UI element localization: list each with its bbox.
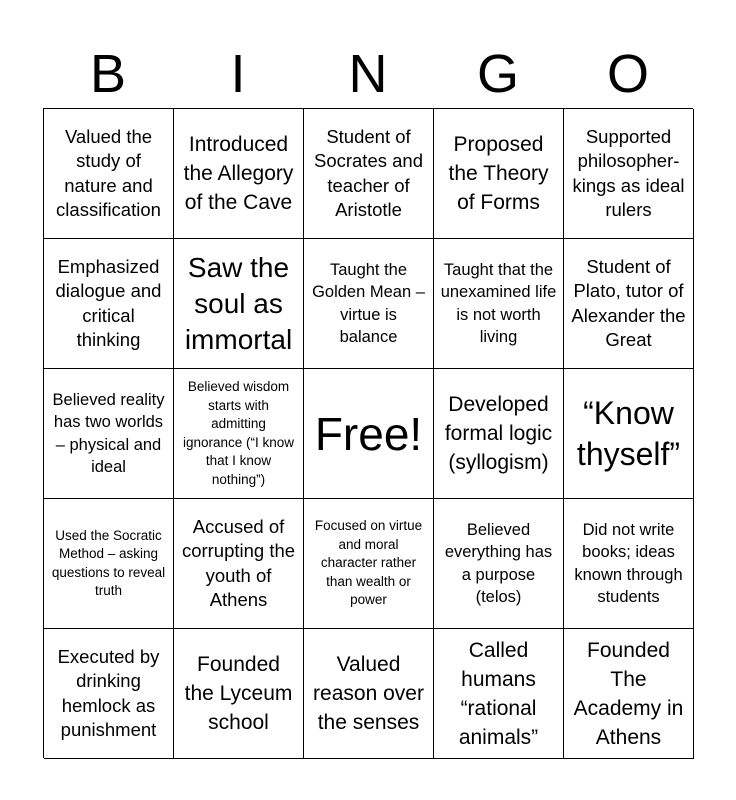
cell-text: Emphasized dialogue and critical thinking [55,255,162,350]
bingo-cell[interactable] [44,109,174,239]
bingo-cell[interactable] [434,369,564,499]
bingo-cell[interactable] [564,109,694,239]
bingo-cell[interactable] [44,239,174,369]
bingo-cell[interactable] [304,499,434,629]
cell-text: Introduced the Allegory of the Cave [183,133,294,214]
cell-text: Founded the Lyceum school [184,653,293,734]
cell-text: Taught that the unexamined life is not worth living [440,260,557,346]
bingo-card [43,108,693,758]
cell-text: “Know thyself” [576,394,681,472]
bingo-cell[interactable] [174,499,304,629]
bingo-cell[interactable] [174,369,304,499]
cell-text: Taught the Golden Mean – virtue is balance [312,260,425,346]
bingo-cell[interactable] [44,629,174,759]
header-letter-b: B [89,44,127,104]
cell-text: Called humans “rational animals” [458,638,539,749]
cell-text: Believed wisdom starts with admitting ignorance (“I know that I know nothing”) [182,379,295,487]
cell-text: Believed reality has two worlds – physical and ideal [52,390,165,476]
cell-text: Accused of corrupting the youth of Athens [181,515,296,610]
free-space[interactable] [304,369,434,499]
bingo-cell[interactable] [304,239,434,369]
bingo-cell[interactable] [174,109,304,239]
header-letter-o: O [606,44,649,104]
cell-text: Valued reason over the senses [313,653,424,734]
bingo-cell[interactable] [434,629,564,759]
bingo-cell[interactable] [44,369,174,499]
bingo-cell[interactable] [564,239,694,369]
bingo-cell[interactable] [44,499,174,629]
cell-text: Founded The Academy in Athens [573,638,684,749]
header-letter-g: G [476,44,519,104]
bingo-cell[interactable] [304,109,434,239]
cell-text: Student of Socrates and teacher of Aristotle [313,125,423,220]
bingo-cell[interactable] [434,239,564,369]
header-letter-i: I [230,44,246,104]
header-letter-n: N [348,44,388,104]
bingo-cell[interactable] [564,629,694,759]
cell-text: Executed by drinking hemlock as punishment [57,645,160,740]
cell-text: Used the Socratic Method – asking questions to reveal truth [51,527,166,598]
bingo-cell[interactable] [174,629,304,759]
cell-text: Did not write books; ideas known through students [574,520,683,606]
bingo-cell[interactable] [304,629,434,759]
bingo-cell[interactable] [434,109,564,239]
cell-text: Valued the study of nature and classification [56,125,161,220]
cell-text: Focused on virtue and moral character rather than wealth or power [314,518,423,608]
bingo-cell[interactable] [564,499,694,629]
bingo-cell[interactable] [434,499,564,629]
bingo-header [43,40,693,108]
bingo-cell[interactable] [174,239,304,369]
bingo-cell[interactable] [564,369,694,499]
cell-text: Student of Plato, tutor of Alexander the Great [571,255,686,350]
cell-text: Proposed the Theory of Forms [448,133,549,214]
free-space-text: Free! [314,407,423,460]
cell-text: Supported philosopher-kings as ideal rulers [572,125,685,220]
cell-text: Saw the soul as immortal [184,251,293,355]
cell-text: Developed formal logic (syllogism) [444,393,553,474]
cell-text: Believed everything has a purpose (telos) [444,520,553,606]
